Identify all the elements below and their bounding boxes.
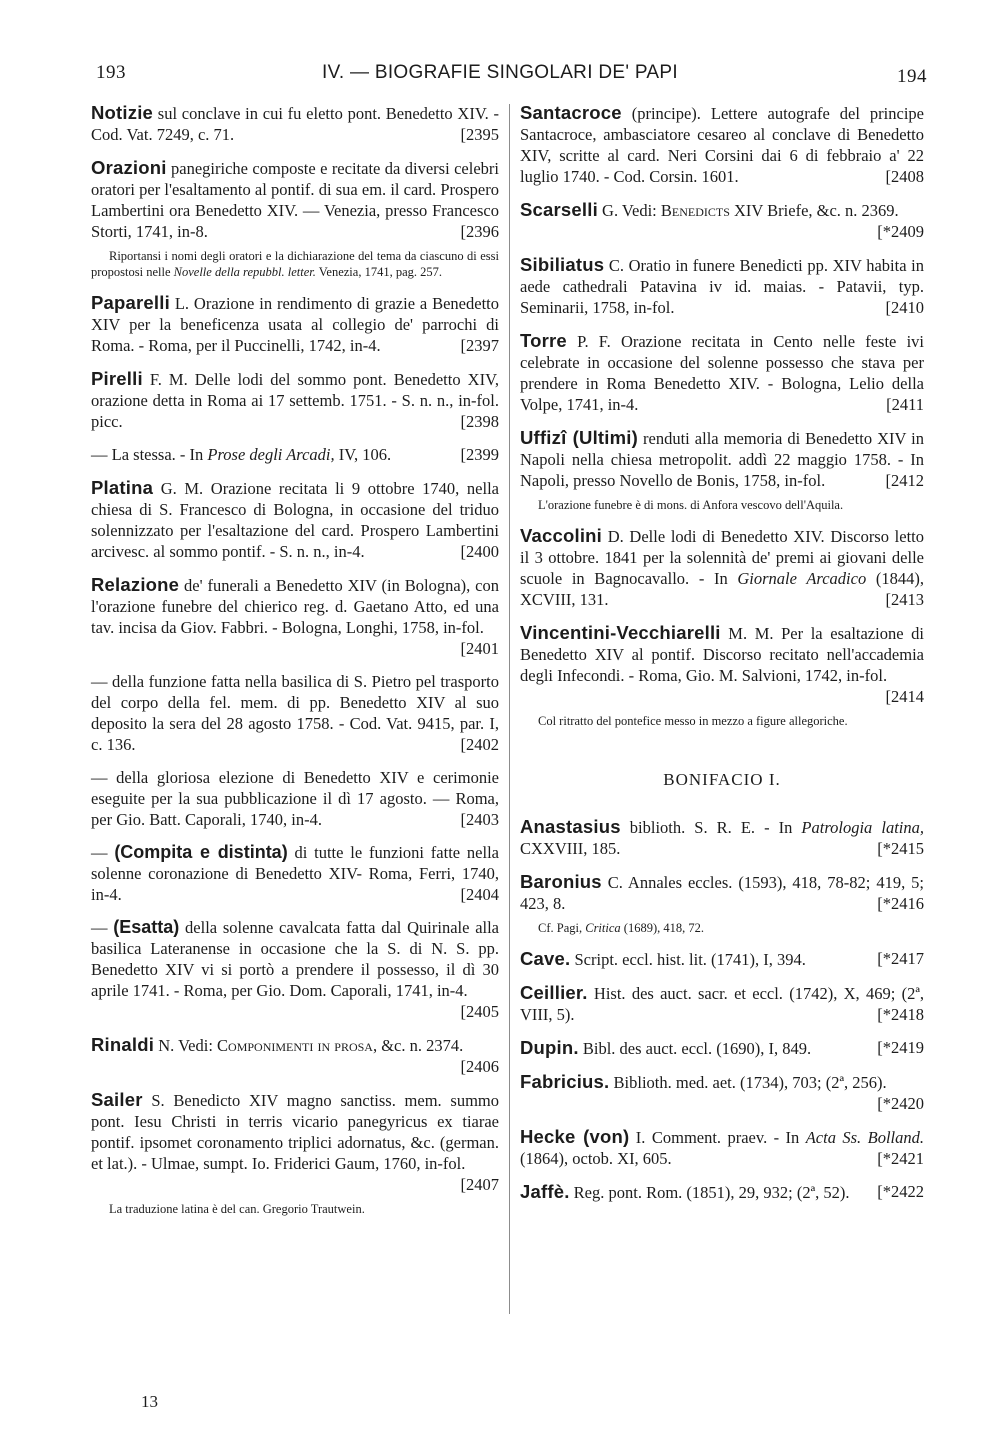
entry-2413 — [520, 525, 924, 610]
entry-text: G. Vedi: — [597, 201, 661, 220]
entry-keyword: Vaccolini — [520, 525, 603, 546]
entry-note: La traduzione latina è del can. Gregorio Trautwein. — [109, 1202, 365, 1216]
entry-keyword: Cave. — [520, 948, 571, 969]
note-text: Cf. Pagi, — [538, 921, 586, 935]
entry-keyword: (Esatta) — [113, 917, 180, 937]
section-heading: BONIFACIO I. — [663, 770, 781, 789]
entry-number: [*2420 — [877, 1094, 924, 1113]
entry-number: [2402 — [460, 735, 499, 754]
entry-number: [2406 — [460, 1057, 499, 1076]
entry-2410 — [520, 254, 924, 318]
entry-small-caps: Benedicts — [660, 201, 730, 220]
entry-number: [2404 — [460, 885, 499, 904]
entry-number: [*2422 — [877, 1182, 924, 1201]
entry-keyword: Scarselli — [520, 199, 598, 220]
entry-keyword: Ceillier. — [520, 982, 588, 1003]
page-number-left: 193 — [96, 62, 126, 83]
entry-number: [2403 — [460, 810, 499, 829]
entry-number: [*2418 — [877, 1005, 924, 1024]
entry-2401 — [91, 574, 499, 659]
entry-note — [91, 248, 499, 280]
entry-2420 — [520, 1071, 924, 1114]
entry-text: — della gloriosa elezione di Benedetto XIV e cerimonie eseguite per la sua pubblicazione il dì 17 agosto. — Roma, per Gio. Batt. Caporali, 1740, in-4. — [91, 768, 499, 829]
entry-italic: Acta Ss. Bolland. — [805, 1128, 924, 1147]
entry-text: Biblioth. med. aet. (1734), 703; (2ª, 256). — [609, 1073, 887, 1092]
right-column — [520, 102, 924, 1215]
page-number-right: 194 — [897, 66, 927, 87]
entry-text: Script. eccl. hist. lit. (1741), I, 394. — [570, 950, 806, 969]
entry-text: — della funzione fatta nella basilica di S. Pietro pel trasporto del corpo della fel. mem. di pp. Benedetto XIV al suo deposito la sera del 28 agosto 1758. - Cod. Vat. 9415, par. I, c. 136. — [91, 672, 499, 754]
entry-text: XIV Briefe, &c. n. 2369. — [729, 201, 899, 220]
note-text: Venezia, 1741, pag. 257. — [315, 265, 442, 279]
entry-2412 — [520, 427, 924, 491]
entry-text: C. Annales eccles. (1593), 418, 78-82; 419, 5; 423, 8. — [520, 873, 924, 913]
entry-text: IV, 106. — [334, 445, 392, 464]
entry-note: L'orazione funebre è di mons. di Anfora vescovo dell'Aquila. — [538, 498, 844, 512]
entry-2404 — [91, 842, 499, 905]
entry-text: — La stessa. - In — [91, 445, 208, 464]
entry-2406 — [91, 1034, 499, 1077]
entry-text: sul conclave in cui fu eletto pont. Benedetto XIV. - Cod. Vat. 7249, c. 71. — [91, 104, 499, 144]
entry-dash: — — [91, 918, 114, 937]
entry-text: S. Benedicto XIV magno sanctiss. mem. summo pont. Iesu Christi in terris vicario panegyricus ex tiarae pontif. ipsomet coronamento triplici adornatus, &c. (german. et lat.). - Ulmae, sumpt. Io. Friderici Gaum, 1760, in-fol. — [91, 1091, 499, 1173]
entry-keyword: Orazioni — [91, 157, 167, 178]
entry-2398 — [91, 368, 499, 432]
entry-small-caps: Componimenti in prosa — [217, 1036, 373, 1055]
note-text: (1689), 418, 72. — [620, 921, 704, 935]
entry-text: F. M. Delle lodi del sommo pont. Benedetto XIV, orazione detta in Roma ai 17 settemb. 1751. - S. n. n., in-fol. picc. — [91, 370, 499, 431]
entry-keyword: Notizie — [91, 102, 154, 123]
entry-2421 — [520, 1126, 924, 1169]
entry-text: (1864), octob. XI, 605. — [520, 1149, 672, 1168]
entry-text: de' funerali a Benedetto XIV (in Bologna), con l'orazione funebre del chierico reg. d. Gaetano Atto, ed una tav. incisa da Giov. Fabbri. - Bologna, Longhi, 1758, in-fol. — [91, 576, 499, 637]
entry-text: M. M. Per la esaltazione di Benedetto XIV al pontif. Discorso recitato nell'accademia degli Infecondi. - Roma, Gio. M. Salvioni, 1742, in-fol. — [520, 624, 924, 685]
entry-2416 — [520, 871, 924, 914]
entry-italic: Patrologia latina, — [801, 818, 924, 837]
note-italic: Critica — [585, 921, 621, 935]
entry-text: panegiriche composte e recitate da diversi celebri oratori per l'esaltamento al pontif. di sua em. il card. Prospero Lambertini ora Benedetto XIV. — Venezia, presso Francesco Storti, 1741, in-8. — [91, 159, 499, 241]
entry-number: [2408 — [885, 167, 924, 186]
entry-keyword: Platina — [91, 477, 154, 498]
entry-number: [2413 — [885, 590, 924, 609]
entry-number: [2410 — [885, 298, 924, 317]
entry-text: (principe). Lettere autografe del principe Santacroce, ambasciatore cesareo al conclave di Benedetto XIV, scritte al card. Neri Corsini dai 6 di febbraio a' 22 luglio 1740. - Cod. Corsin. 1601. — [520, 104, 924, 186]
entry-2402 — [91, 671, 499, 755]
entry-number: [2401 — [460, 639, 499, 658]
entry-keyword: Anastasius — [520, 816, 621, 837]
entry-number: [*2409 — [877, 222, 924, 241]
entry-2400 — [91, 477, 499, 562]
entry-text: L. Orazione in rendimento di grazie a Benedetto XIV per la beneficenza usata al collegio de' parrochi di Roma. - Roma, per il Puccinelli, 1742, in-4. — [91, 294, 499, 355]
left-column — [91, 102, 499, 1229]
note-italic: Novelle della repubbl. letter. — [173, 265, 316, 279]
entry-number: [2395 — [460, 125, 499, 144]
entry-text: G. M. Orazione recitata li 9 ottobre 1740, nella chiesa di S. Francesco di Bologna, in occasione del triduo solennizzato per l'esaltazione del card. Prospero Lambertini arcivesc. al sommo pontif. - S. n. n., in-4. — [91, 479, 499, 561]
entry-keyword: Fabricius. — [520, 1071, 610, 1092]
entry-text: D. Delle lodi di Benedetto XIV. Discorso letto il 3 ottobre. 1841 per la solennità de' premi ai giovani delle scuole in Bagnocavallo. - In — [520, 527, 924, 588]
entry-italic: Giornale Arcadico — [737, 569, 867, 588]
entry-keyword: Sailer — [91, 1089, 143, 1110]
entry-2419 — [520, 1037, 924, 1059]
entry-2415 — [520, 816, 924, 859]
entry-number: [*2415 — [877, 839, 924, 858]
entry-keyword: Torre — [520, 330, 567, 351]
entry-text: della solenne cavalcata fatta dal Quirinale alla basilica Lateranense in occasione che la S. di N. S. pp. Benedetto XIV vi si portò a prendere il possesso, il dì 30 aprile 1741. - Roma, per Gio. Dom. Caporali, 1741, in-4. — [91, 918, 500, 1000]
entry-2411 — [520, 330, 924, 415]
entry-keyword: Paparelli — [91, 292, 170, 313]
entry-2422 — [520, 1181, 924, 1203]
entry-2417 — [520, 948, 924, 970]
entry-keyword: Sibiliatus — [520, 254, 605, 275]
entry-keyword: Baronius — [520, 871, 602, 892]
entry-keyword: Uffizî (Ultimi) — [520, 427, 638, 448]
entry-2414 — [520, 622, 924, 707]
entry-number: [2398 — [460, 412, 499, 431]
entry-2407 — [91, 1089, 499, 1195]
entry-2418 — [520, 982, 924, 1025]
entry-text: P. F. Orazione recitata in Cento nelle feste ivi celebrate in occasione del solenne possesso che stava per prendere in Roma Benedetto XIV. - Bologna, Lelio della Volpe, 1741, in-4. — [520, 332, 924, 414]
entry-keyword: Hecke (von) — [520, 1126, 630, 1147]
entry-2403 — [91, 767, 499, 830]
entry-2395 — [91, 102, 499, 145]
entry-text: (1844), XCVIII, 131. — [520, 569, 924, 609]
entry-text: di tutte le funzioni fatte nella solenne coronazione di Benedetto XIV- Roma, Ferri, 1740, in-4. — [91, 843, 499, 904]
entry-text: renduti alla memoria di Benedetto XIV in Napoli nella chiesa metropolit. addì 22 maggio 1758. - In Napoli, presso Novello de Bonis, 1758, in-fol. — [520, 429, 925, 490]
running-title: IV. — BIOGRAFIE SINGOLARI DE' PAPI — [322, 62, 678, 83]
entry-2405 — [91, 917, 499, 1022]
entry-number: [2414 — [885, 687, 924, 706]
entry-text: Reg. pont. Rom. (1851), 29, 932; (2ª, 52). — [569, 1183, 850, 1202]
entry-note — [520, 920, 924, 936]
entry-2396 — [91, 157, 499, 242]
entry-dash: — — [91, 843, 115, 862]
entry-number: [2396 — [460, 222, 499, 241]
entry-text: , &c. n. 2374. — [372, 1036, 464, 1055]
entry-italic: Prose degli Arcadi, — [207, 445, 335, 464]
entry-keyword: Santacroce — [520, 102, 622, 123]
entry-keyword: Jaffè. — [520, 1181, 570, 1202]
entry-keyword: Relazione — [91, 574, 180, 595]
note-text: Riportansi i nomi degli oratori e la dichiarazione del tema da ciascuno di essi propostosi nelle — [91, 249, 499, 279]
entry-note: Col ritratto del pontefice messo in mezzo a figure allegoriche. — [538, 714, 848, 728]
entry-number: [2411 — [886, 395, 924, 414]
column-divider — [509, 104, 510, 1314]
entry-number: [*2417 — [877, 949, 924, 968]
entry-text: Bibl. des auct. eccl. (1690), I, 849. — [578, 1039, 812, 1058]
entry-number: [2412 — [885, 471, 924, 490]
entry-number: [2407 — [460, 1175, 499, 1194]
entry-2397 — [91, 292, 499, 356]
entry-text: N. Vedi: — [154, 1036, 218, 1055]
entry-number: [*2419 — [877, 1038, 924, 1057]
entry-text: C. Oratio in funere Benedicti pp. XIV habita in aede cathedrali Patavina iv id. maias. - Patavii, typ. Seminarii, 1758, in-fol. — [520, 256, 924, 317]
entry-2408 — [520, 102, 924, 187]
entry-keyword: Pirelli — [91, 368, 143, 389]
entry-keyword: (Compita e distinta) — [114, 842, 288, 862]
signature-mark: 13 — [141, 1392, 158, 1411]
entry-text: CXXVIII, 185. — [520, 839, 621, 858]
entry-2399 — [91, 444, 499, 465]
entry-text: I. Comment. praev. - In — [629, 1128, 806, 1147]
entry-keyword: Rinaldi — [91, 1034, 155, 1055]
entry-number: [2397 — [460, 336, 499, 355]
entry-text: Hist. des auct. sacr. et eccl. (1742), X, 469; (2ª, VIII, 5). — [520, 984, 924, 1024]
entry-number: [*2416 — [877, 894, 924, 913]
entry-number: [*2421 — [877, 1149, 924, 1168]
page-header — [0, 58, 1000, 88]
entry-text: biblioth. S. R. E. - In — [620, 818, 802, 837]
entry-number: [2405 — [460, 1002, 499, 1021]
entry-number: [2400 — [460, 542, 499, 561]
entry-2409 — [520, 199, 924, 242]
entry-keyword: Dupin. — [520, 1037, 579, 1058]
entry-keyword: Vincentini-Vecchiarelli — [520, 622, 721, 643]
entry-number: [2399 — [460, 445, 499, 464]
